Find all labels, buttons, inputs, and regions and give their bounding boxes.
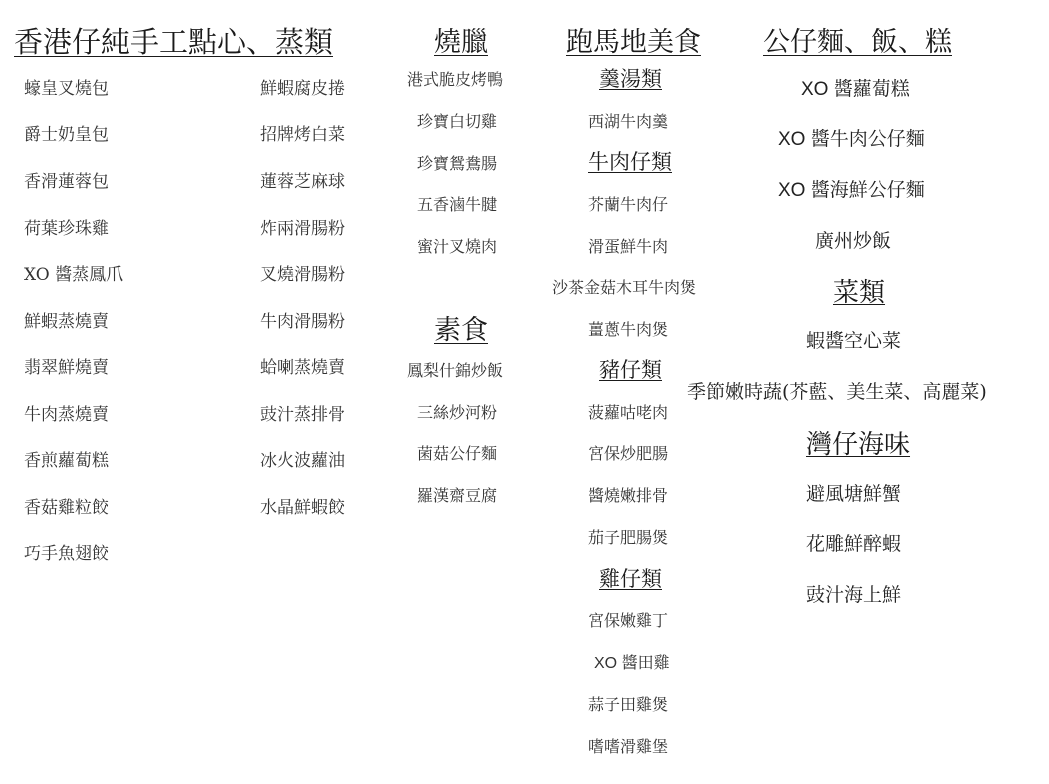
vegetables-subheading: 菜類 [833,278,886,308]
vegetarian-item: 三絲炒河粉 [417,403,498,422]
dimsum-item: 香煎蘿蔔糕 [24,451,109,471]
chicken-item: 宮保嫩雞丁 [588,611,669,630]
dimsum-item: 蠔皇叉燒包 [24,79,109,99]
noodles-item: XO 醬海鮮公仔麵 [778,180,925,201]
dimsum-item: 炸兩滑腸粉 [260,219,345,239]
beef-item: 薑蔥牛肉煲 [588,320,669,339]
dimsum-item: 招牌烤白菜 [260,125,345,145]
dimsum-item: 香滑蓮蓉包 [24,172,109,192]
chicken-item: 蒜子田雞煲 [588,695,669,714]
noodles-item: 廣州炒飯 [815,230,892,252]
dimsum-item: 蓮蓉芝麻球 [260,172,345,192]
beef-item: 滑蛋鮮牛肉 [588,237,669,256]
vegetables-item: 季節嫩時蔬(芥藍、美生菜、高麗菜) [687,381,987,403]
seafood-item: 花雕鮮醉蝦 [806,533,902,555]
dimsum-item: 鮮蝦腐皮捲 [260,79,345,99]
dimsum-item: 牛肉滑腸粉 [260,312,345,332]
pork-item: 醬燒嫩排骨 [588,486,669,505]
noodles-item: XO 醬牛肉公仔麵 [778,129,925,150]
pork-subheading: 豬仔類 [599,358,662,382]
bbq-item: 珍寶鴛鴦腸 [417,154,498,173]
dimsum-item: 爵士奶皇包 [24,125,109,145]
bbq-item: 港式脆皮烤鴨 [407,70,504,89]
dimsum-item: 荷葉珍珠雞 [24,219,109,239]
bbq-item: 蜜汁叉燒肉 [417,237,498,256]
seafood-subheading: 灣仔海味 [806,430,911,460]
dimsum-item: 冰火波蘿油 [260,451,345,471]
bbq-item: 珍寶白切雞 [417,112,498,131]
beef-subheading: 牛肉仔類 [588,150,672,174]
seafood-item: 豉汁海上鮮 [806,584,902,606]
happy-valley-title: 跑馬地美食 [566,27,701,58]
dimsum-item: 牛肉蒸燒賣 [24,405,109,425]
beef-item: 沙茶金菇木耳牛肉煲 [552,278,697,297]
dimsum-item: 翡翠鮮燒賣 [24,358,109,378]
beef-item: 芥蘭牛肉仔 [588,195,669,214]
dimsum-item: 鮮蝦蒸燒賣 [24,312,109,332]
dimsum-item: 香菇雞粒餃 [24,498,109,518]
chicken-item: 嗜嗜滑雞堡 [588,737,669,756]
vegetarian-item: 鳳梨什錦炒飯 [407,361,504,380]
vegetarian-title: 素食 [434,315,488,346]
noodles-item: XO 醬蘿蔔糕 [801,79,910,100]
chicken-subheading: 雞仔類 [599,567,662,591]
dimsum-item: 巧手魚翅餃 [24,544,109,564]
noodles-title: 公仔麵、飯、糕 [763,27,952,58]
vegetables-item: 蝦醬空心菜 [806,330,902,352]
pork-item: 菠蘿咕咾肉 [588,403,669,422]
dimsum-item: 水晶鮮蝦餃 [260,498,345,518]
chicken-item: XO 醬田雞 [594,655,670,672]
pork-item: 宮保炒肥腸 [588,444,669,463]
dimsum-item: 豉汁蒸排骨 [260,405,345,425]
bbq-title: 燒臘 [434,27,488,58]
dimsum-item: 叉燒滑腸粉 [260,265,345,285]
bbq-item: 五香滷牛腱 [417,195,498,214]
vegetarian-item: 菌菇公仔麵 [417,444,498,463]
soup-subheading: 羹湯類 [599,67,662,91]
seafood-item: 避風塘鮮蟹 [806,483,902,505]
vegetarian-item: 羅漢齋豆腐 [417,486,498,505]
soup-item: 西湖牛肉羹 [588,112,669,131]
pork-item: 茄子肥腸煲 [588,528,669,547]
dimsum-item: 蛤喇蒸燒賣 [260,358,345,378]
dimsum-item: XO 醬蒸鳳爪 [24,265,124,285]
dimsum-title: 香港仔純手工點心、蒸類 [14,25,334,59]
